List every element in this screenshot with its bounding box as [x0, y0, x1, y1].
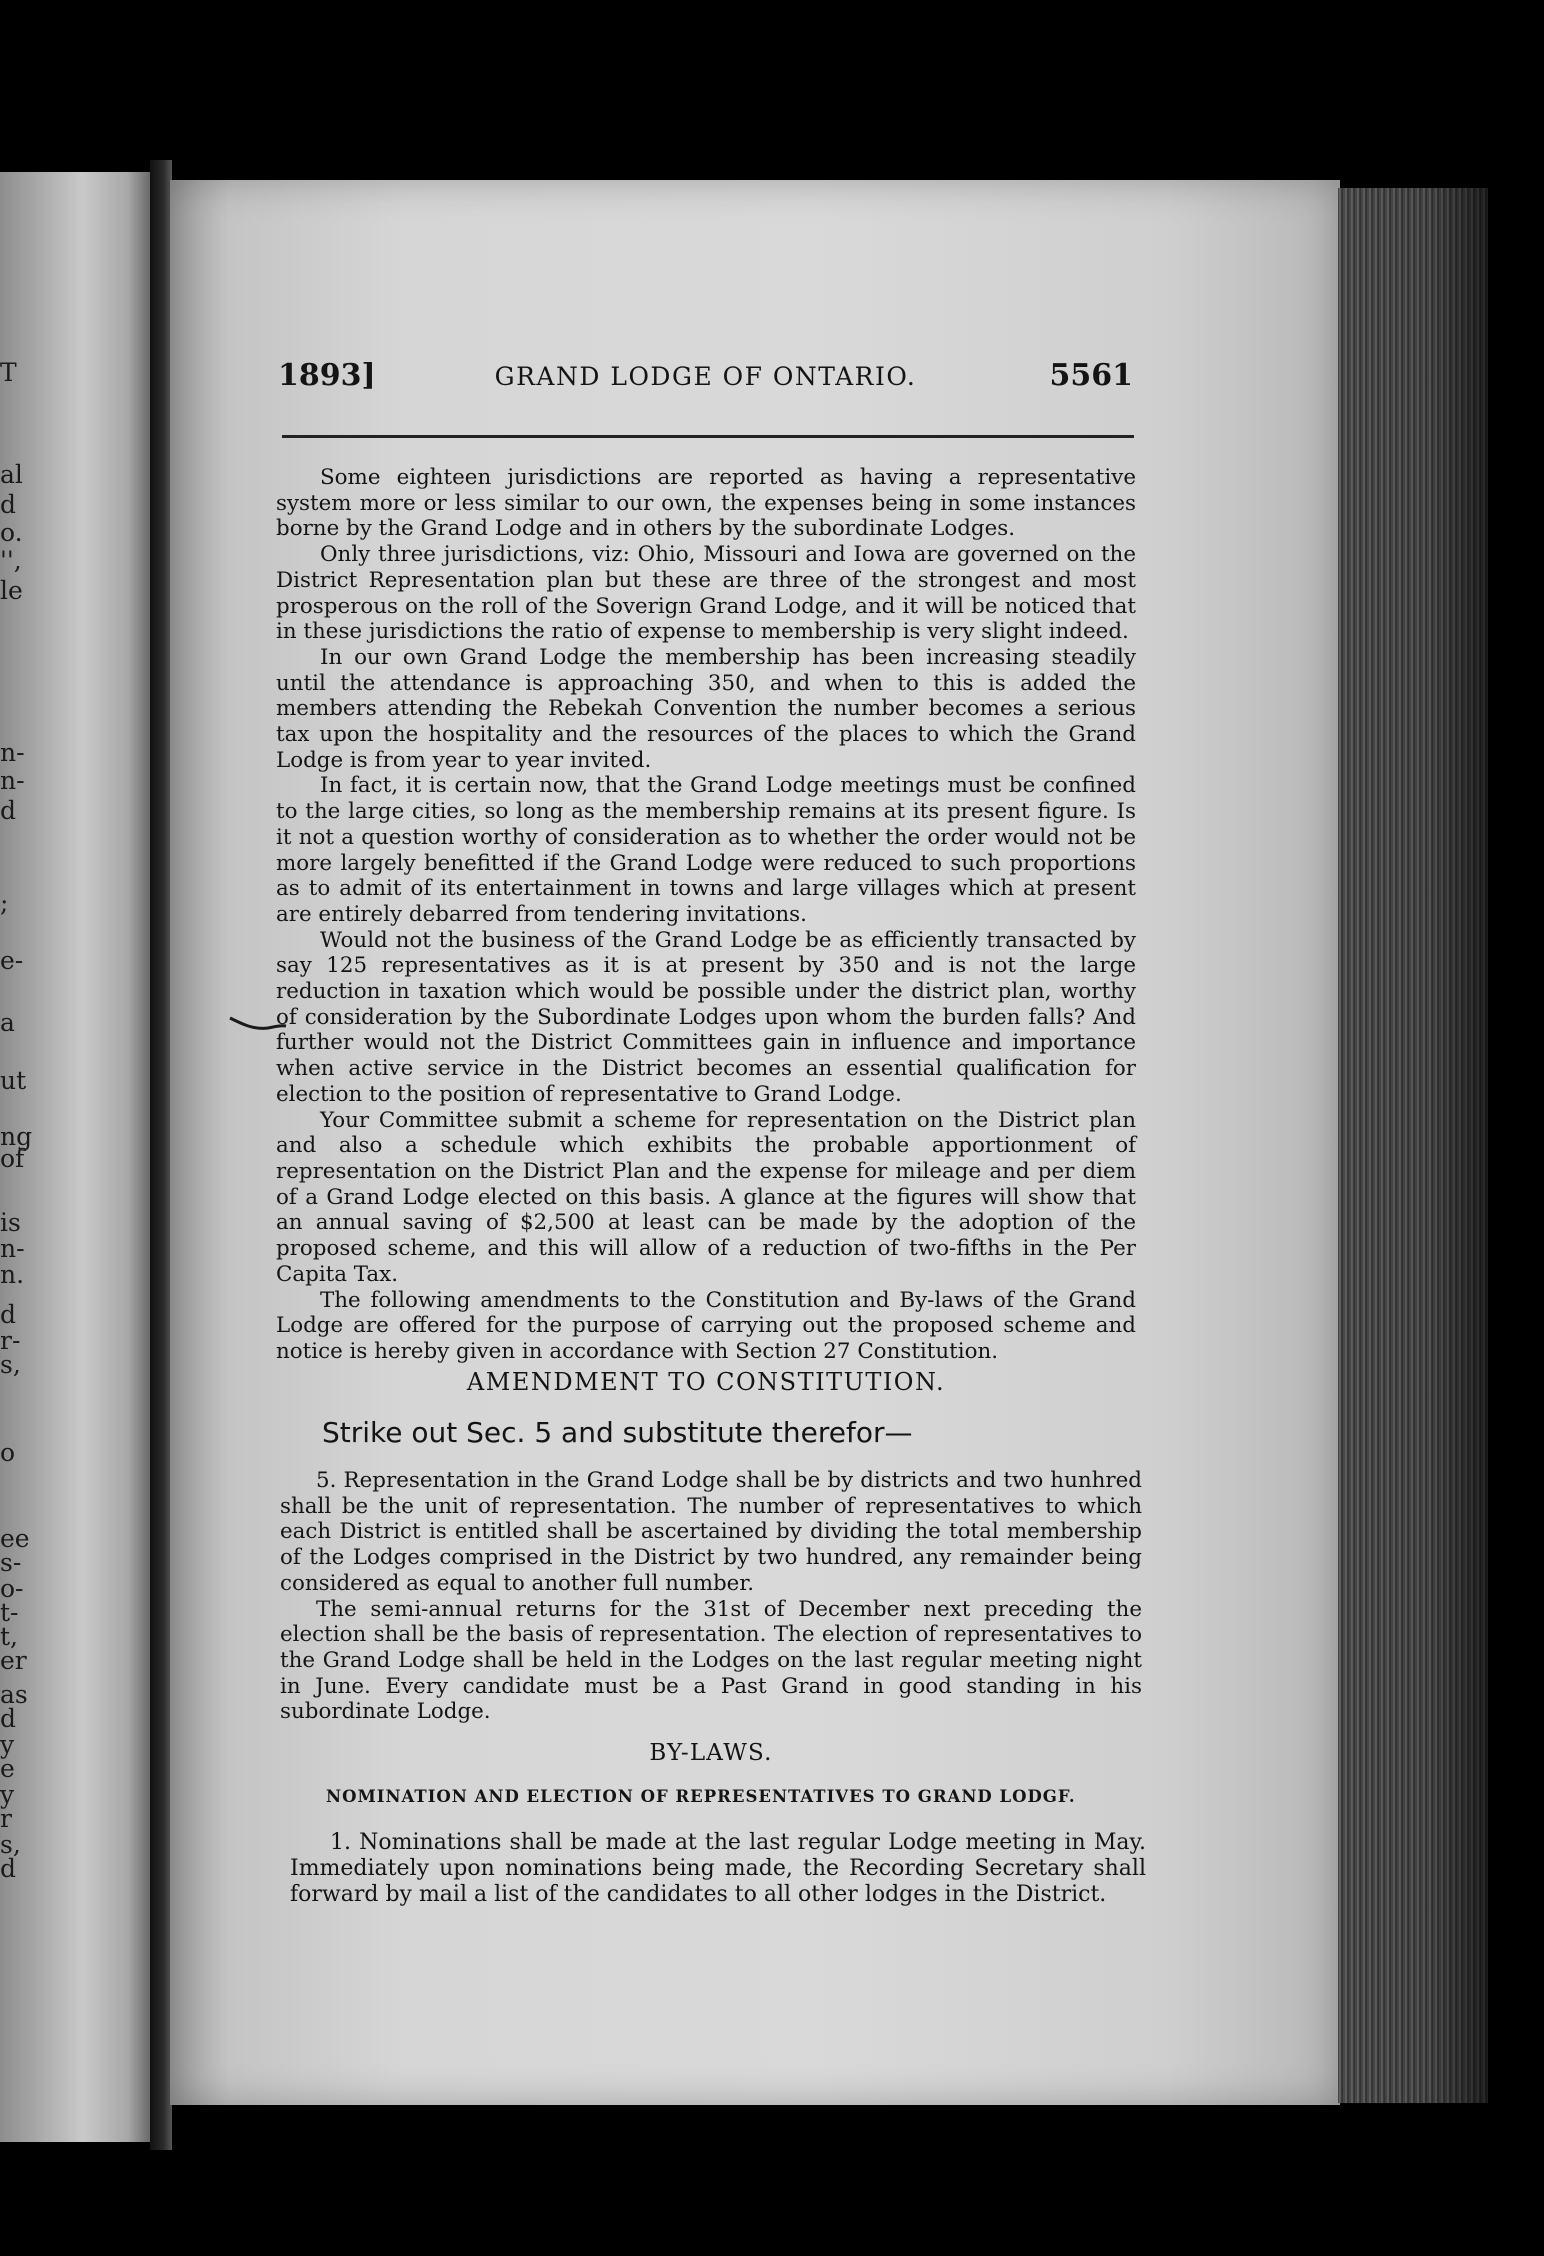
left-page-fragment: al	[0, 460, 23, 489]
left-page-fragment: e	[0, 1754, 15, 1783]
left-page-fragment: s,	[0, 1830, 21, 1859]
left-page-fragment: r	[0, 1804, 12, 1833]
paragraph: 1. Nominations shall be made at the last regular Lodge meeting in May. Immediately upon nominations being made, the Recording Secretary shall forward by mail a list of the candidates to all other lodges in the District.	[290, 1830, 1146, 1907]
header-page-number: 5561	[1049, 358, 1133, 393]
amendment-heading: AMENDMENT TO CONSTITUTION.	[466, 1368, 946, 1396]
left-page-fragment: of	[0, 1144, 25, 1173]
left-page-fragment: a	[0, 1008, 15, 1037]
left-page-fragment: le	[0, 576, 23, 605]
bylaws-heading: BY-LAWS.	[649, 1740, 773, 1766]
left-page-fragment: ee	[0, 1524, 30, 1553]
left-page-fragment: '',	[0, 546, 22, 575]
left-page-fragment: as	[0, 1680, 28, 1709]
left-page-fragment: is	[0, 1208, 21, 1237]
left-page-fragment: n-	[0, 1234, 25, 1263]
left-page-fragment: e-	[0, 946, 24, 975]
left-page-fragment: n-	[0, 766, 25, 795]
left-page-fragment: n.	[0, 1260, 25, 1289]
left-page-fragment: d	[0, 1704, 17, 1733]
header-title: GRAND LODGE OF ONTARIO.	[494, 362, 917, 391]
header-rule	[282, 435, 1134, 438]
left-page-fragment: o	[0, 1438, 16, 1467]
left-page-fragment: d	[0, 796, 17, 825]
left-page-fragment: o-	[0, 1574, 24, 1603]
left-page-fragment: ng	[0, 1122, 33, 1151]
amendment-instruction: Strike out Sec. 5 and substitute therefor—	[322, 1416, 913, 1449]
left-page-fragment: r-	[0, 1326, 21, 1355]
left-page-fragment: ;	[0, 888, 9, 917]
page-edges-shade	[1338, 188, 1488, 2103]
paragraph: Only three jurisdictions, viz: Ohio, Missouri and Iowa are governed on the District Representation plan but these are three of the strongest and most prosperous on the roll of the Soverign Grand Lodge, and it will be noticed that in these jurisdictions the ratio of expense to membership is very slight indeed.	[276, 542, 1136, 645]
book-gutter	[150, 160, 172, 2150]
paragraph: Some eighteen jurisdictions are reported as having a representative system more or less similar to our own, the expenses being in some instances borne by the Grand Lodge and in others by the subordinate Lodges.	[276, 465, 1136, 542]
paragraph: In our own Grand Lodge the membership has been increasing steadily until the attendance is approaching 350, and when to this is added the members attending the Rebekah Convention the number becomes a serious tax upon the hospitality and the resources of the places to which the Grand Lodge is from year to year invited.	[276, 644, 1136, 773]
paragraph: The following amendments to the Constitution and By-laws of the Grand Lodge are offered for the purpose of carrying out the proposed scheme and notice is hereby given in accordance with Section 27 Constitution.	[276, 1287, 1136, 1364]
bylaws-body	[290, 1830, 1146, 1907]
paragraph: Would not the business of the Grand Lodge be as efficiently transacted by say 125 representatives as it is at present by 350 and is not the large reduction in taxation which would be possible under the district plan, worthy of consideration by the Subordinate Lodges upon whom the burden falls? And further would not the District Committees gain in influence and importance when active service in the District becomes an essential qualification for election to the position of representative to Grand Lodge.	[276, 927, 1136, 1107]
bylaws-subheading: NOMINATION AND ELECTION OF REPRESENTATIVES TO GRAND LODGF.	[326, 1787, 1076, 1806]
pencil-mark	[228, 1014, 288, 1038]
left-page-fragment: y	[0, 1730, 15, 1759]
left-page-fragment: d	[0, 490, 17, 519]
left-page-fragment: n-	[0, 738, 25, 767]
left-page-fragment: y	[0, 1780, 15, 1809]
amendment-body	[280, 1468, 1142, 1725]
paragraph: In fact, it is certain now, that the Grand Lodge meetings must be confined to the large cities, so long as the membership remains at its present figure. Is it not a question worthy of consideration as to whether the order would not be more largely benefitted if the Grand Lodge were reduced to such proportions as to admit of its entertainment in towns and large villages which at present are entirely debarred from tendering invitations.	[276, 773, 1136, 927]
running-header	[278, 358, 1133, 408]
paragraph: 5. Representation in the Grand Lodge shall be by districts and two hunhred shall be the unit of representation. The number of representatives to which each District is entitled shall be ascertained by dividing the total membership of the Lodges comprised in the District by two hundred, any remainder being considered as equal to another full number.	[280, 1468, 1142, 1596]
left-page-fragment: ut	[0, 1066, 27, 1095]
left-page-fragment: s-	[0, 1548, 22, 1577]
left-page-fragment: t,	[0, 1622, 18, 1651]
left-page-fragment: T	[0, 358, 17, 387]
left-page-fragment: d	[0, 1854, 17, 1883]
report-body	[276, 465, 1136, 1365]
left-page-fragment: d	[0, 1300, 17, 1329]
header-year: 1893]	[278, 358, 376, 393]
left-page-fragment: o.	[0, 518, 23, 547]
paragraph: The semi-annual returns for the 31st of December next preceding the election shall be the basis of representation. The election of representatives to the Grand Lodge shall be held in the Lodges on the last regular meeting night in June. Every candidate must be a Past Grand in good standing in his subordinate Lodge.	[280, 1596, 1142, 1725]
left-page-fragment: er	[0, 1646, 27, 1675]
left-page-fragment: s,	[0, 1350, 21, 1379]
paragraph: Your Committee submit a scheme for representation on the District plan and also a schedule which exhibits the probable apportionment of representation on the District Plan and the expense for mileage and per diem of a Grand Lodge elected on this basis. A glance at the figures will show that an annual saving of $2,500 at least can be made by the adoption of the proposed scheme, and this will allow of a reduction of two-fifths in the Per Capita Tax.	[276, 1107, 1136, 1287]
left-page-fragment: t-	[0, 1598, 19, 1627]
